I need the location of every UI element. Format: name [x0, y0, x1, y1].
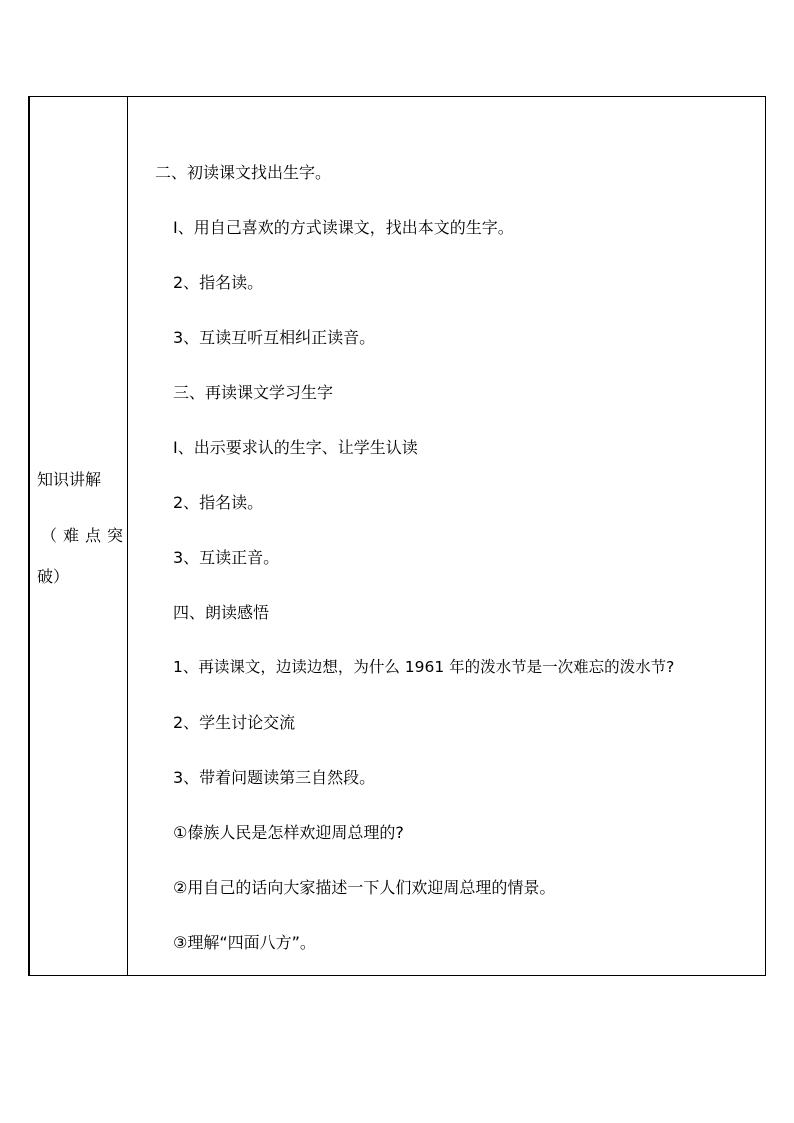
content-line: I、出示要求认的生字、让学生认读	[173, 438, 418, 457]
content-line: 三、再读课文学习生字	[173, 383, 334, 402]
content-line: 2、指名读。	[173, 273, 264, 292]
content-line: ②用自己的话向大家描述一下人们欢迎周总理的情景。	[173, 878, 556, 897]
content-line: 3、带着问题读第三自然段。	[173, 768, 376, 787]
section-label-line-1: 知识讲解	[37, 470, 102, 489]
content-line: ③理解“四面八方”。	[173, 933, 316, 952]
section-label-line-3: 破）	[37, 567, 70, 586]
content-line: 3、互读正音。	[173, 548, 280, 567]
content-line: 2、学生讨论交流	[173, 713, 296, 732]
content-line: 四、朗读感悟	[173, 603, 270, 622]
content-line: I、用自己喜欢的方式读课文，找出本文的生字。	[173, 218, 514, 237]
content-line: 2、指名读。	[173, 493, 264, 512]
content-line: 3、互读互听互相纠正读音。	[173, 328, 376, 347]
content-line: 二、初读课文找出生字。	[155, 163, 332, 182]
section-label-line-2: （难点突	[41, 526, 130, 545]
content-line: ①傣族人民是怎样欢迎周总理的?	[173, 823, 404, 842]
content-line: 1、再读课文，边读边想，为什么 1961 年的泼水节是一次难忘的泼水节?	[173, 658, 675, 676]
